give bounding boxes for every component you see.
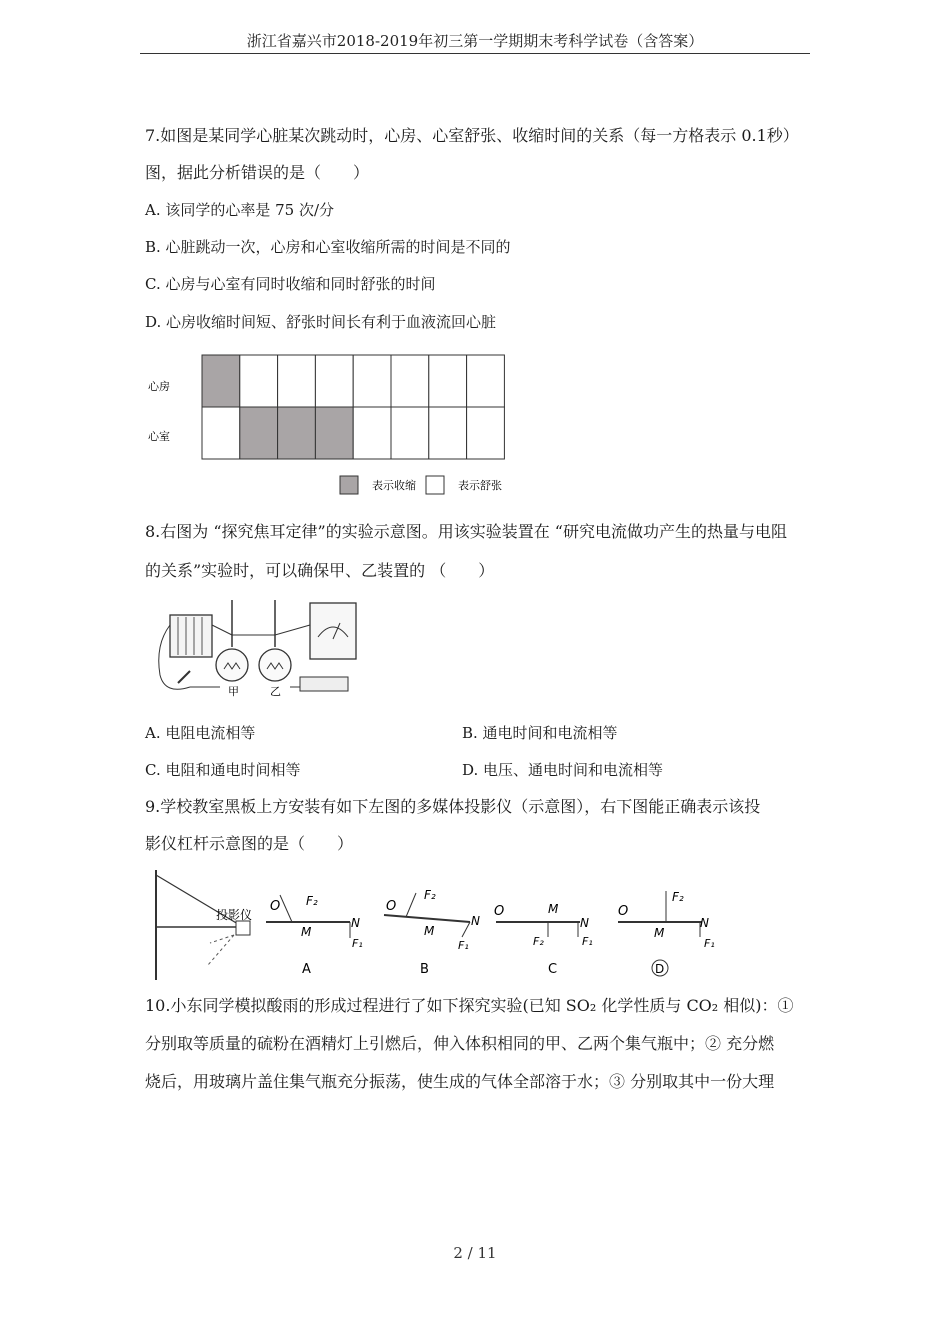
choice-c-label: C: [548, 962, 558, 977]
svg-text:F₂: F₂: [306, 894, 318, 908]
atrium-cell: [240, 355, 278, 407]
q7-stem-line2: 图，据此分析错误的是（ ）: [145, 163, 370, 182]
q7-option-c: C. 心房与心室有同时收缩和同时舒张的时间: [145, 275, 436, 293]
atrium-cell: [278, 355, 316, 407]
battery-icon: [170, 615, 212, 657]
ventricle-cell: [315, 407, 353, 459]
lever-option-c: [494, 902, 593, 977]
q7-stem-line1: 7.如图是某同学心脏某次跳动时，心房、心室舒张、收缩时间的关系（每一方格表示 0.1秒）: [145, 126, 799, 145]
legend-relax-swatch: [426, 476, 444, 494]
grid-cells: [202, 355, 504, 459]
lever-option-a: [266, 894, 363, 977]
lever-option-b: [384, 888, 480, 977]
svg-text:O: O: [270, 899, 281, 914]
choice-b-label: B: [420, 962, 429, 977]
switch-icon: [178, 671, 190, 683]
svg-text:F₁: F₁: [352, 937, 363, 950]
svg-text:F₂: F₂: [424, 888, 436, 902]
header-divider: [140, 53, 810, 54]
svg-text:N: N: [351, 916, 360, 930]
svg-text:F₂: F₂: [533, 935, 544, 948]
flask-yi-icon: [259, 649, 291, 681]
q10-line2: 分别取等质量的硫粉在酒精灯上引燃后，伸入体积相同的甲、乙两个集气瓶中；② 充分燃: [145, 1034, 775, 1053]
ammeter-icon: [310, 603, 356, 659]
q8-stem-line1: 8.右图为 “探究焦耳定律”的实验示意图。用该实验装置在 “研究电流做功产生的热量与电阻: [145, 522, 787, 541]
svg-text:N: N: [580, 916, 589, 930]
lever-option-d: [618, 890, 715, 976]
ventricle-cell: [278, 407, 316, 459]
label-yi: 乙: [270, 685, 281, 698]
flask-jia-icon: [216, 649, 248, 681]
atrium-cell: [429, 355, 467, 407]
ventricle-cell: [353, 407, 391, 459]
q8-stem-line2: 的关系”实验时，可以确保甲、乙装置的 （ ）: [145, 561, 495, 580]
svg-text:F₁: F₁: [704, 937, 715, 950]
q8-option-d: D. 电压、通电时间和电流相等: [462, 761, 664, 779]
svg-text:N: N: [471, 914, 480, 928]
atrium-cell: [391, 355, 429, 407]
svg-text:M: M: [548, 902, 559, 916]
legend-relax-label: 表示舒张: [458, 479, 502, 492]
choice-a-label: A: [302, 962, 311, 977]
atrium-cell: [467, 355, 505, 407]
q7-option-d: D. 心房收缩时间短、舒张时间长有利于血液流回心脏: [145, 313, 497, 331]
q10-line1: 10.小东同学模拟酸雨的形成过程进行了如下探究实验(已知 SO₂ 化学性质与 CO₂ 相似)：①: [145, 996, 794, 1015]
heart-cycle-grid: [140, 345, 520, 505]
page-header: 浙江省嘉兴市2018-2019年初三第一学期期末考科学试卷（含答案）: [246, 32, 704, 50]
svg-text:M: M: [301, 925, 312, 939]
lever-diagrams: [148, 865, 728, 985]
ventricle-cell: [429, 407, 467, 459]
rheostat-icon: [300, 677, 348, 691]
row-label-atrium: 心房: [148, 380, 170, 393]
row-label-ventricle: 心室: [148, 430, 170, 443]
q8-option-a: A. 电阻电流相等: [145, 724, 256, 742]
q8-option-c: C. 电阻和通电时间相等: [145, 761, 301, 779]
svg-text:O: O: [618, 904, 629, 919]
svg-text:F₁: F₁: [582, 935, 593, 948]
ventricle-cell: [467, 407, 505, 459]
q7-option-a: A. 该同学的心率是 75 次/分: [145, 201, 335, 219]
ventricle-cell: [391, 407, 429, 459]
atrium-cell: [353, 355, 391, 407]
joule-law-apparatus: [150, 595, 370, 705]
svg-text:F₂: F₂: [672, 890, 684, 904]
svg-text:M: M: [424, 924, 435, 938]
projector-label: 投影仪: [216, 908, 253, 922]
q9-stem-line1: 9.学校教室黑板上方安装有如下左图的多媒体投影仪（示意图），右下图能正确表示该投: [145, 797, 761, 816]
svg-text:O: O: [386, 899, 397, 914]
choice-d-label: D: [655, 962, 665, 976]
legend-contract-swatch: [340, 476, 358, 494]
ventricle-cell: [240, 407, 278, 459]
q7-option-b: B. 心脏跳动一次，心房和心室收缩所需的时间是不同的: [145, 238, 511, 256]
svg-text:M: M: [654, 926, 665, 940]
svg-text:O: O: [494, 904, 505, 919]
projector-icon: [236, 921, 250, 935]
svg-text:F₁: F₁: [458, 939, 469, 952]
atrium-cell: [315, 355, 353, 407]
ventricle-cell: [202, 407, 240, 459]
q9-stem-line2: 影仪杠杆示意图的是（ ）: [145, 834, 354, 853]
svg-text:N: N: [700, 916, 709, 930]
q10-line3: 烧后，用玻璃片盖住集气瓶充分振荡，使生成的气体全部溶于水；③ 分别取其中一份大理: [145, 1072, 775, 1091]
page-number: 2 / 11: [453, 1244, 497, 1262]
label-jia: 甲: [228, 685, 239, 698]
legend-contract-label: 表示收缩: [372, 479, 416, 492]
q8-option-b: B. 通电时间和电流相等: [462, 724, 618, 742]
atrium-cell: [202, 355, 240, 407]
